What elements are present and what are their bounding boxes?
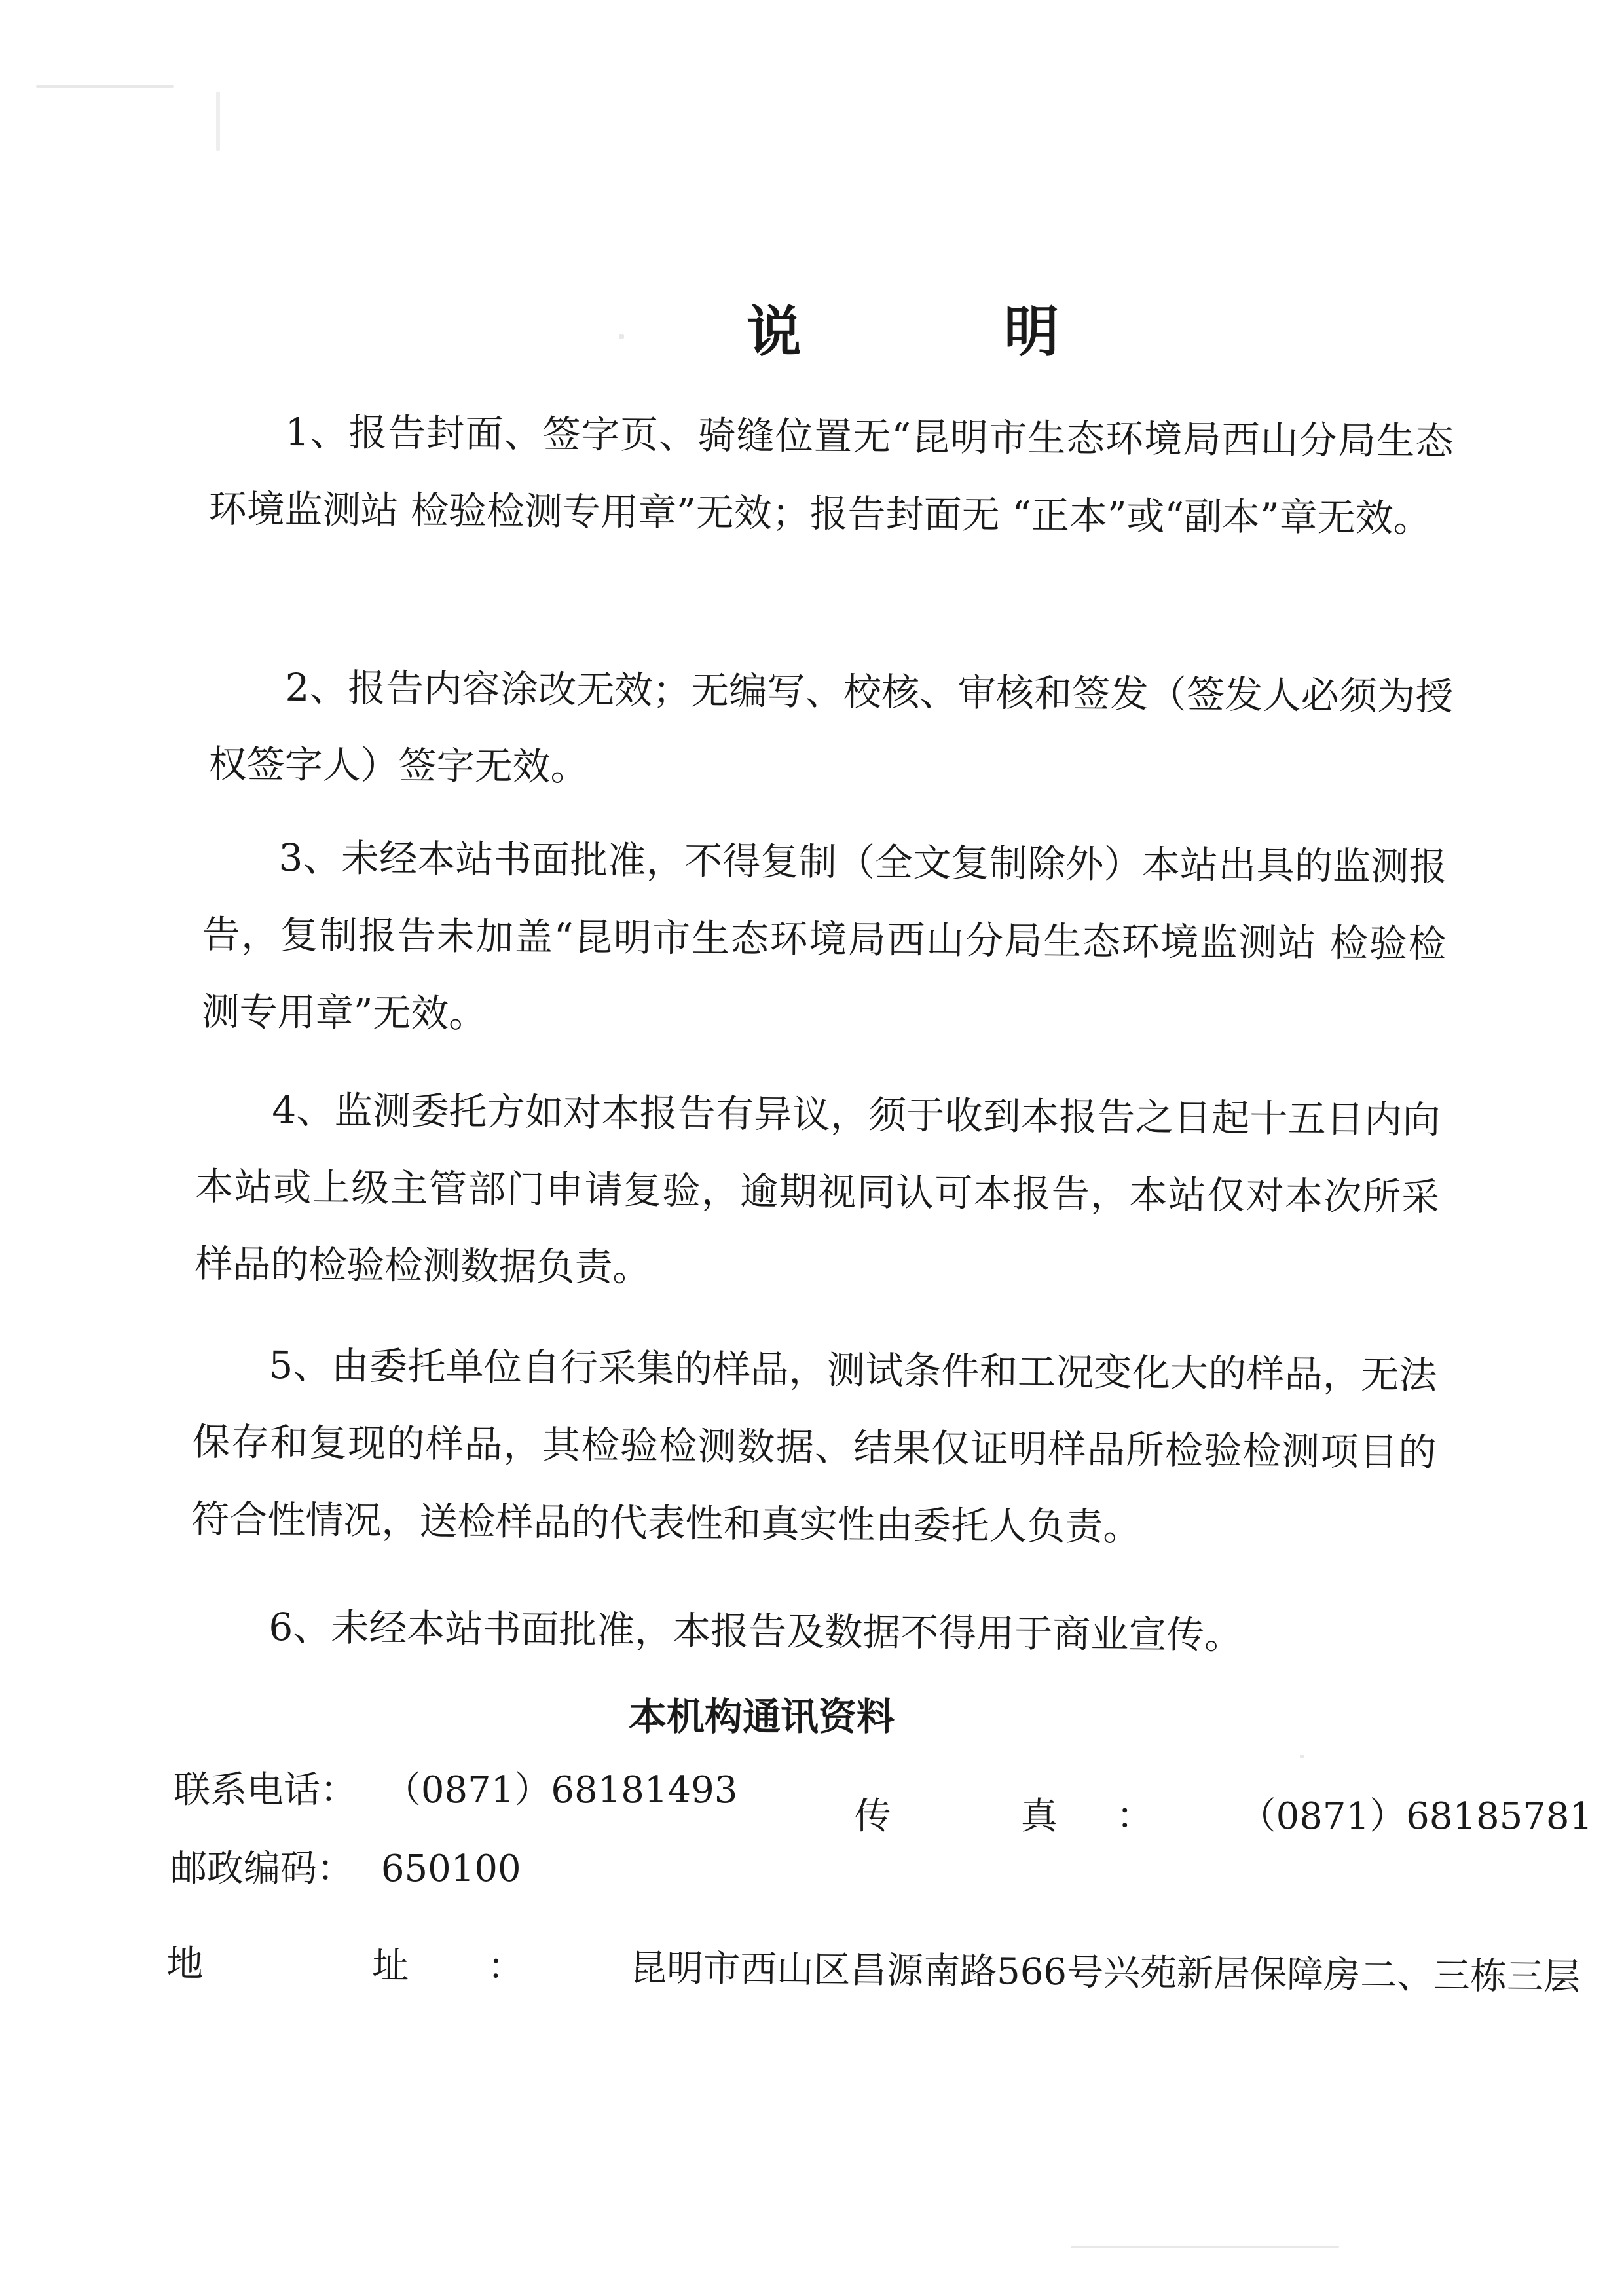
document-title: 说 明 xyxy=(747,300,1151,364)
statement-item-4: 4、监测委托方如对本报告有异议，须于收到本报告之日起十五日内向本站或上级主管部门申请复验，逾期视同认可本报告，本站仅对本次所采样品的检验检测数据负责。 xyxy=(194,1087,1441,1290)
scan-speck xyxy=(1071,2246,1339,2248)
fax-line xyxy=(855,1787,1593,1840)
address-line xyxy=(166,1935,1580,2001)
statement-item-5: 5、由委托单位自行采集的样品，测试条件和工况变化大的样品，无法保存和复现的样品，其检验检测数据、结果仅证明样品所检验检测项目的符合性情况，送检样品的代表性和真实性由委托人负责。 xyxy=(191,1343,1437,1550)
scan-speck xyxy=(619,334,624,339)
address-value: 昆明市西山区昌源南路566号兴苑新居保障房二、三栋三层 xyxy=(629,1946,1581,1999)
postcode-line xyxy=(170,1840,521,1892)
phone-value: （0871）68181493 xyxy=(384,1769,738,1812)
fax-value: （0871）68185781 xyxy=(1239,1795,1593,1838)
postcode-value: 650100 xyxy=(380,1848,521,1890)
phone-label: 联系电话： xyxy=(174,1769,357,1812)
statement-item-3: 3、未经本站书面批准，不得复制（全文复制除外）本站出具的监测报告，复制报告未加盖“昆明市生态环境局西山分局生态环境监测站 检验检测专用章”无效。 xyxy=(201,835,1447,1036)
statement-item-2: 2、报告内容涂改无效；无编写、校核、审核和签发（签发人必须为授权签字人）签字无效。 xyxy=(208,665,1454,790)
fax-label: 传 真： xyxy=(855,1795,1212,1838)
address-label: 地 址： xyxy=(166,1942,603,1990)
scan-speck xyxy=(216,92,220,151)
scan-speck xyxy=(36,85,174,88)
statement-item-1: 1、报告封面、签字页、骑缝位置无“昆明市生态环境局西山分局生态环境监测站 检验检测专用章”无效；报告封面无 “正本”或“副本”章无效。 xyxy=(208,409,1454,541)
statement-item-6: 6、未经本站书面批准，本报告及数据不得用于商业宣传。 xyxy=(268,1605,1243,1658)
scan-speck xyxy=(1300,1755,1304,1758)
phone-line xyxy=(174,1761,737,1813)
postcode-label: 邮政编码： xyxy=(170,1848,354,1890)
contact-heading: 本机构通讯资料 xyxy=(629,1694,895,1739)
